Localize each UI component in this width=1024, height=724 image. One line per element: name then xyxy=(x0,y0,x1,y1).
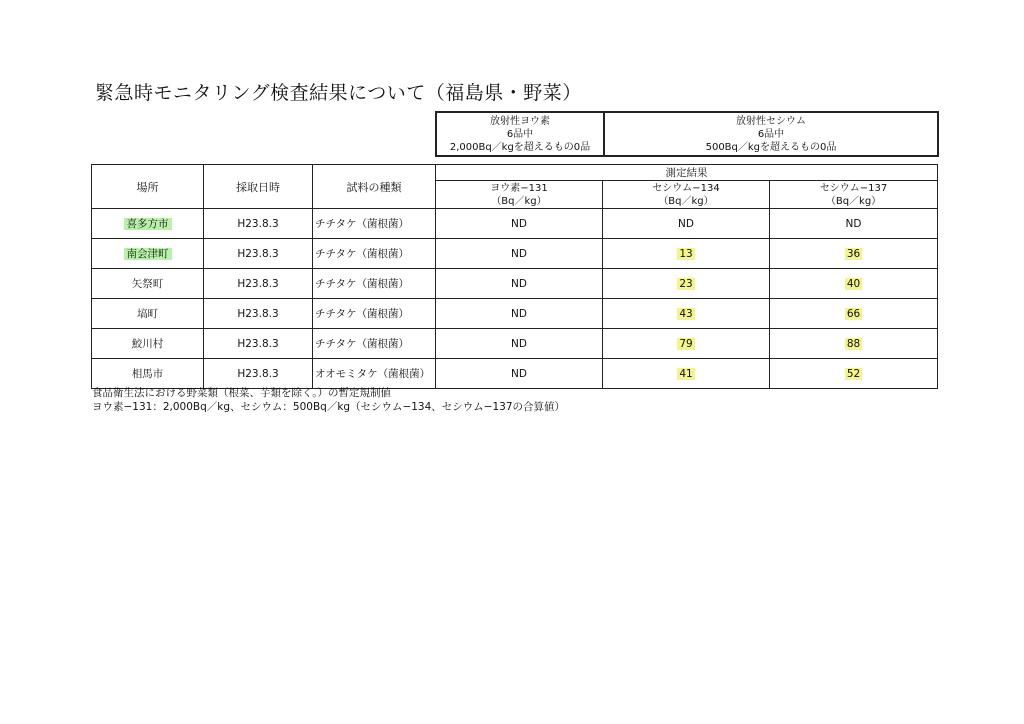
date-cell: H23.8.3 xyxy=(204,209,313,239)
cesium-summary-title: 放射性セシウム xyxy=(736,115,806,127)
date-cell: H23.8.3 xyxy=(204,329,313,359)
place-cell: 鮫川村 xyxy=(92,329,204,359)
note-line-1: 食品衛生法における野菜類（根菜、芋類を除く。）の暫定規制値 xyxy=(92,387,392,399)
iodine-summary-cell xyxy=(436,112,604,156)
cs137-value: 66 xyxy=(846,307,861,320)
table-row xyxy=(92,209,938,239)
cs137-value: 36 xyxy=(846,247,861,260)
header-cs134 xyxy=(603,181,770,209)
cs137-value: 40 xyxy=(846,277,861,290)
sample-cell: チチタケ（菌根菌） xyxy=(313,239,436,269)
header-cs134-label: セシウム−134 xyxy=(652,182,720,194)
place-cell xyxy=(92,209,204,239)
i131-cell: ND xyxy=(436,209,603,239)
table-row xyxy=(92,359,938,389)
table-row xyxy=(92,329,938,359)
note-line-2: ヨウ素−131：2,000Bq／kg、セシウム：500Bq／kg（セシウム−134、セシウム−137の合算値） xyxy=(92,401,566,413)
cs137-cell xyxy=(770,329,938,359)
header-cs137-label: セシウム−137 xyxy=(819,182,888,194)
cs134-cell xyxy=(603,269,770,299)
table-row xyxy=(92,239,938,269)
iodine-summary-limit: 2,000Bq／kgを超えるもの0品 xyxy=(449,141,591,153)
place-cell: 塙町 xyxy=(92,299,204,329)
date-cell: H23.8.3 xyxy=(204,359,313,389)
sample-cell: チチタケ（菌根菌） xyxy=(313,269,436,299)
table-row xyxy=(92,299,938,329)
place-highlighted: 喜多方市 xyxy=(124,218,172,230)
cs137-cell xyxy=(770,269,938,299)
sample-cell: チチタケ（菌根菌） xyxy=(313,329,436,359)
cesium-summary-cell xyxy=(604,112,938,156)
cs134-cell xyxy=(603,359,770,389)
place-cell: 相馬市 xyxy=(92,359,204,389)
date-cell: H23.8.3 xyxy=(204,239,313,269)
cs134-cell: ND xyxy=(603,209,770,239)
header-i131-unit: （Bq／kg） xyxy=(491,195,547,207)
cesium-summary-count: 6品中 xyxy=(757,128,785,140)
cs134-value: 23 xyxy=(679,277,693,290)
date-cell: H23.8.3 xyxy=(204,269,313,299)
i131-cell: ND xyxy=(436,299,603,329)
sample-cell: チチタケ（菌根菌） xyxy=(313,299,436,329)
iodine-summary-title: 放射性ヨウ素 xyxy=(490,115,550,127)
cs134-value: 43 xyxy=(679,307,693,320)
i131-cell: ND xyxy=(436,239,603,269)
header-sample: 試料の種類 xyxy=(313,165,436,209)
i131-cell: ND xyxy=(436,329,603,359)
results-table xyxy=(91,164,938,389)
header-place: 場所 xyxy=(92,165,204,209)
cs134-cell xyxy=(603,299,770,329)
place-cell xyxy=(92,239,204,269)
cs137-cell: ND xyxy=(770,209,938,239)
table-row xyxy=(92,269,938,299)
summary-table xyxy=(435,111,939,157)
i131-cell: ND xyxy=(436,359,603,389)
sample-cell: オオモミタケ（菌根菌） xyxy=(313,359,436,389)
page-title: 緊急時モニタリング検査結果について（福島県・野菜） xyxy=(95,82,582,104)
cs134-value: 41 xyxy=(679,367,693,380)
header-cs137 xyxy=(770,181,938,209)
cs134-value: 13 xyxy=(679,247,693,260)
cs137-cell xyxy=(770,359,938,389)
cs137-cell xyxy=(770,299,938,329)
cs137-cell xyxy=(770,239,938,269)
header-cs137-unit: （Bq／kg） xyxy=(825,195,882,207)
place-highlighted: 南会津町 xyxy=(124,248,172,260)
iodine-summary-count: 6品中 xyxy=(506,128,534,140)
header-i131 xyxy=(436,181,603,209)
cs134-cell xyxy=(603,239,770,269)
sample-cell: チチタケ（菌根菌） xyxy=(313,209,436,239)
header-date: 採取日時 xyxy=(204,165,313,209)
header-result: 測定結果 xyxy=(436,165,938,181)
cesium-summary-limit: 500Bq／kgを超えるもの0品 xyxy=(705,141,837,153)
cs137-value: 52 xyxy=(846,367,861,380)
cs134-cell xyxy=(603,329,770,359)
date-cell: H23.8.3 xyxy=(204,299,313,329)
cs134-value: 79 xyxy=(679,337,693,350)
place-cell: 矢祭町 xyxy=(92,269,204,299)
regulation-notes xyxy=(92,386,565,414)
header-i131-label: ヨウ素−131 xyxy=(490,182,548,194)
i131-cell: ND xyxy=(436,269,603,299)
cs137-value: 88 xyxy=(846,337,861,350)
header-cs134-unit: （Bq／kg） xyxy=(658,195,714,207)
